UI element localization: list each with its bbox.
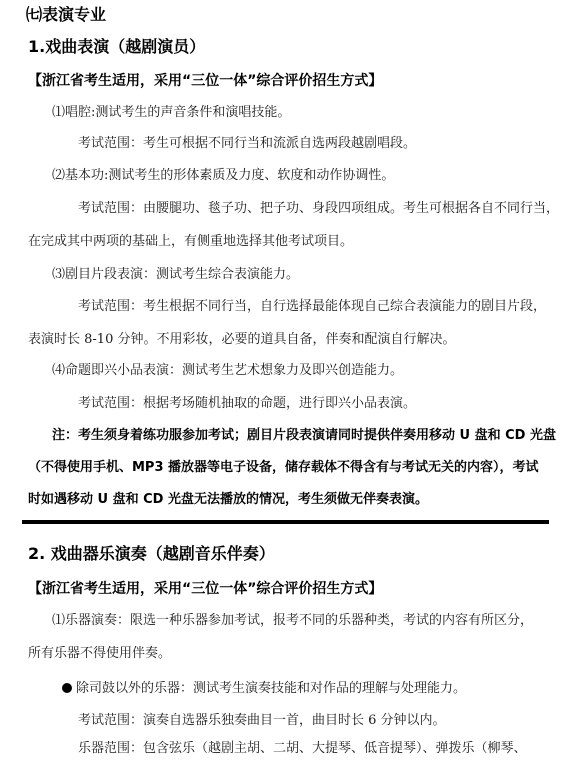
item-repertoire-scope-line2: 表演时长 8-10 分钟。不用彩妆，必要的道具自备，伴奏和配演自行解决。 [28, 332, 456, 347]
item-singing-scope: 考试范围：考生可根据不同行当和流派自选两段越剧唱段。 [78, 136, 417, 151]
section-title: ㈦表演专业 [26, 5, 107, 24]
section-2-heading: 2. 戏曲器乐演奏（越剧音乐伴奏） [28, 544, 275, 563]
item-repertoire-scope-line1: 考试范围：考生根据不同行当，自行选择最能体现自己综合表演能力的剧目片段， [78, 299, 547, 314]
bullet-item-range: 乐器范围：包含弦乐（越剧主胡、二胡、大提琴、低音提琴）、弹拨乐（柳琴、 [78, 741, 527, 756]
item-basic-skills-scope-line2: 在完成其中两项的基础上，有侧重地选择其他考试项目。 [28, 234, 354, 249]
item-basic-skills-scope-line1: 考试范围：由腰腿功、毯子功、把子功、身段四项组成。考生可根据各自不同行当， [78, 201, 560, 216]
bullet-item-non-drum [62, 680, 466, 698]
section-1-banner: 【浙江省考生适用，采用“三位一体”综合评价招生方式】 [28, 73, 383, 89]
item-singing: ⑴唱腔:测试考生的声音条件和演唱技能。 [52, 105, 291, 120]
item-instrument-line1: ⑴乐器演奏：限选一种乐器参加考试，报考不同的乐器种类，考试的内容有所区分， [52, 613, 534, 628]
bullet-item-text: 除司鼓以外的乐器：测试考生演奏技能和对作品的理解与处理能力。 [76, 681, 467, 696]
note-line2: （不得使用手机、MP3 播放器等电子设备，储存载体不得含有与考试无关的内容），考试 [28, 460, 539, 475]
bullet-dot-icon [62, 683, 72, 693]
note-line3: 时如遇移动 U 盘和 CD 光盘无法播放的情况，考生须做无伴奏表演。 [28, 492, 428, 507]
note-line1: 注：考生须身着练功服参加考试；剧目片段表演请同时提供伴奏用移动 U 盘和 CD 光盘 [52, 428, 556, 443]
item-instrument-line2: 所有乐器不得使用伴奏。 [28, 646, 172, 661]
section-2-banner: 【浙江省考生适用，采用“三位一体”综合评价招生方式】 [28, 581, 383, 597]
bullet-item-scope: 考试范围：演奏自选器乐独奏曲目一首，曲目时长 6 分钟以内。 [78, 713, 446, 728]
section-1-heading: 1.戏曲表演（越剧演员） [28, 37, 206, 56]
section-divider [22, 520, 549, 524]
item-repertoire: ⑶剧目片段表演：测试考生综合表演能力。 [52, 267, 300, 282]
item-basic-skills: ⑵基本功:测试考生的形体素质及力度、软度和动作协调性。 [52, 168, 395, 183]
item-improv-scope: 考试范围：根据考场随机抽取的命题，进行即兴小品表演。 [78, 396, 417, 411]
item-improv: ⑷命题即兴小品表演：测试考生艺术想象力及即兴创造能力。 [52, 363, 404, 378]
